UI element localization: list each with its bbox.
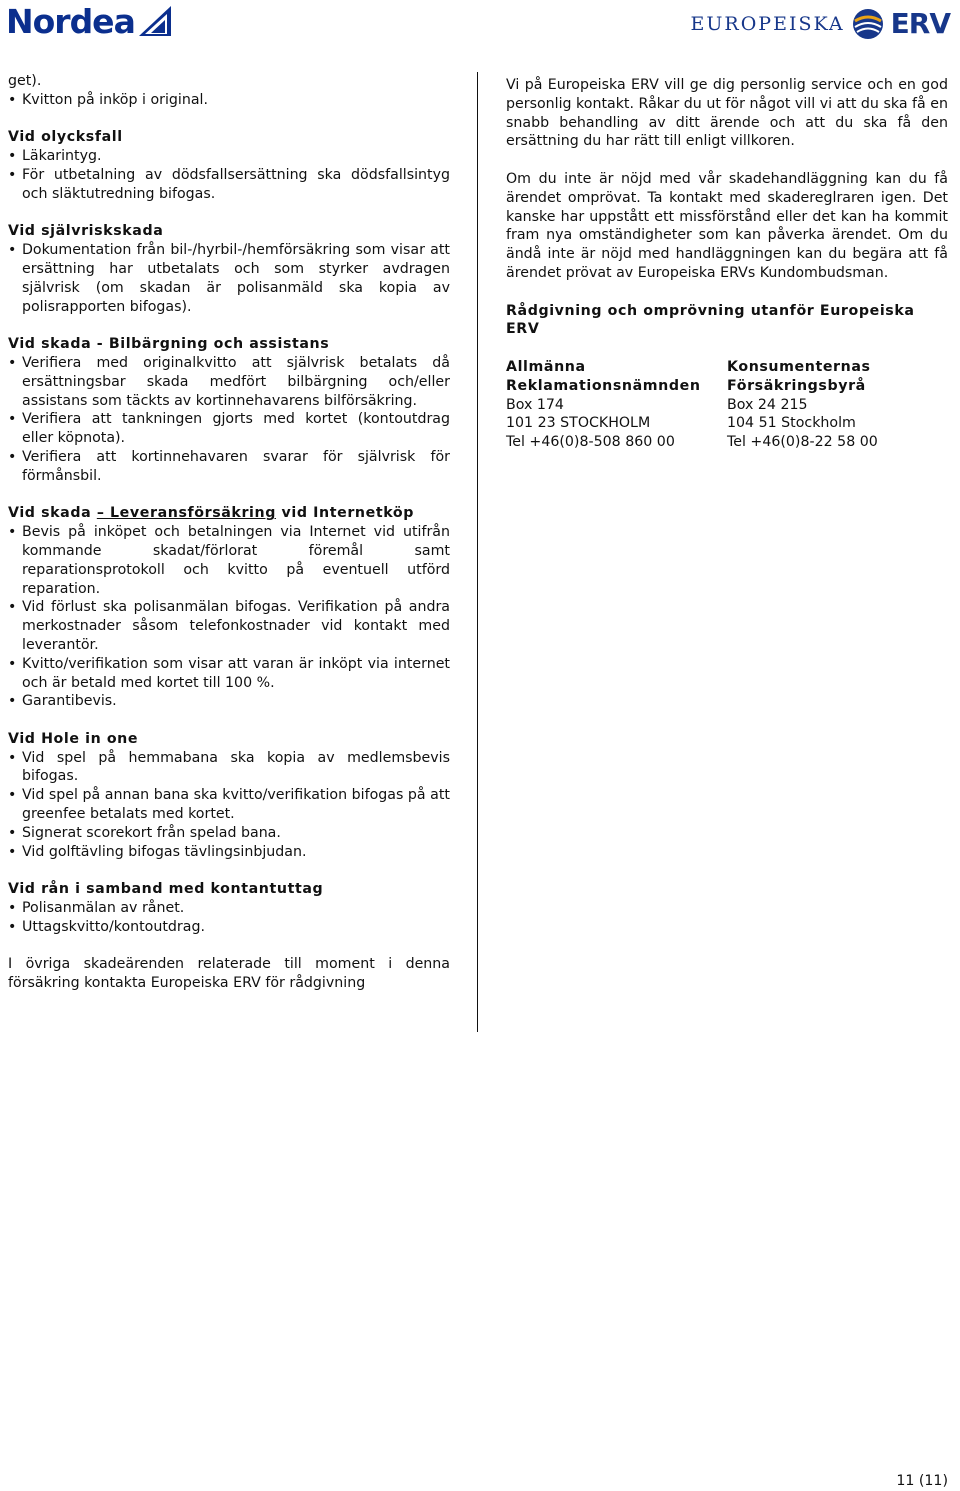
- list-item: • Vid spel på annan bana ska kvitto/verifikation bifogas på att greenfee betalats med kortet.: [8, 786, 450, 824]
- erv-globe-icon: [851, 7, 885, 41]
- section-heading: Vid skada - Bilbärgning och assistans: [8, 336, 330, 353]
- heading-prefix: Vid skada: [8, 505, 97, 522]
- section-heading: Vid olycksfall: [8, 129, 123, 146]
- list-item: • Polisanmälan av rånet.: [8, 899, 450, 918]
- section-bilbargning: [8, 335, 450, 485]
- contact-city: 104 51 Stockholm: [727, 415, 856, 432]
- nordea-logo-text: Nordea: [6, 2, 135, 41]
- nordea-sail-icon: [137, 4, 173, 38]
- list-item: • Uttagskvitto/kontoutdrag.: [8, 918, 450, 937]
- section-heading: Vid Hole in one: [8, 730, 139, 747]
- contact-box: Box 174: [506, 396, 564, 413]
- contact-phone: Tel +46(0)8-508 860 00: [506, 434, 675, 451]
- erv-logo-mark: ERV: [890, 6, 950, 40]
- section-heading: Vid rån i samband med kontantuttag: [8, 881, 324, 898]
- page-header: [0, 0, 960, 48]
- advice-heading: Rådgivning och omprövning utanför Europeiska ERV: [506, 302, 915, 338]
- closing-paragraph: I övriga skadeärenden relaterade till moment i denna försäkring kontakta Europeiska ERV för rådgivning: [8, 956, 450, 992]
- list-item: • Läkarintyg.: [8, 147, 450, 166]
- contact-phone: Tel +46(0)8-22 58 00: [727, 434, 878, 451]
- section-heading: [8, 504, 450, 523]
- contact-city: 101 23 STOCKHOLM: [506, 415, 651, 432]
- heading-suffix: vid Internetköp: [275, 505, 414, 522]
- page-number: 11 (11): [896, 1473, 948, 1489]
- contact-list: [506, 358, 948, 452]
- column-divider: [477, 72, 478, 1032]
- service-paragraph: Vi på Europeiska ERV vill ge dig personlig service och en god personlig kontakt. Råkar du ut för något vill vi att du ska få en snabb behandling av ditt ärende och att du ska få den ersättning du har rätt till enligt villkoren.: [506, 77, 948, 150]
- list-item: • Verifiera med originalkvitto att självrisk betalats då ersättningsbar skada medfört bilbärgning och/eller assistans som täckts av kortinnehavarens bilförsäkring.: [8, 354, 450, 410]
- contact-konsumenternas: [727, 358, 948, 452]
- list-item: • Vid förlust ska polisanmälan bifogas. Verifikation på andra merkostnader såsom telefonkostnader vid kontakt med leverantör.: [8, 598, 450, 654]
- left-column: [8, 72, 450, 993]
- section-hole-in-one: [8, 730, 450, 862]
- list-item: • Verifiera att tankningen gjorts med kortet (kontoutdrag eller köpnota).: [8, 410, 450, 448]
- continued-section: [8, 72, 450, 110]
- erv-logo-word: EUROPEISKA: [690, 12, 845, 35]
- review-paragraph: Om du inte är nöjd med vår skadehandläggning kan du få ärendet omprövat. Ta kontakt med skadereglraren igen. Det kanske har uppstått ett missförstånd eller det kan ha kommit fram nya omständigheter som kan påverka ärendet. Om du ändå inte är nöjd med handläggningen kan du begära att få ärendet prövat av Europeiska ERVs Kundombudsman.: [506, 170, 948, 281]
- contact-arn: [506, 358, 727, 452]
- list-item: • För utbetalning av dödsfallsersättning ska dödsfallsintyg och släktutredning bifogas.: [8, 166, 450, 204]
- section-ran: [8, 880, 450, 936]
- list-item: • Kvitto/verifikation som visar att varan är inköpt via internet och är betald med kortet till 100 %.: [8, 655, 450, 693]
- continued-line: get).: [8, 73, 42, 89]
- right-column: [506, 76, 948, 452]
- list-item: • Verifiera att kortinnehavaren svarar för självrisk för förmånsbil.: [8, 448, 450, 486]
- contact-name: Konsumenternas: [727, 358, 871, 375]
- nordea-logo: [6, 2, 173, 42]
- list-item: • Garantibevis.: [8, 692, 450, 711]
- erv-logo: [691, 6, 950, 42]
- section-heading: Vid självriskskada: [8, 223, 164, 240]
- section-leverans: [8, 504, 450, 711]
- contact-name: Allmänna: [506, 358, 586, 375]
- contact-name: Försäkringsbyrå: [727, 377, 866, 394]
- contact-name: Reklamationsnämnden: [506, 377, 701, 394]
- section-olycksfall: [8, 128, 450, 203]
- list-item: • Vid spel på hemmabana ska kopia av medlemsbevis bifogas.: [8, 749, 450, 787]
- list-item: • Kvitton på inköp i original.: [8, 91, 450, 110]
- list-item: • Signerat scorekort från spelad bana.: [8, 824, 450, 843]
- list-item: • Bevis på inköpet och betalningen via Internet vid utifrån kommande skadat/förlorat föremål samt reparationsprotokoll och kvitto på eventuell utförd reparation.: [8, 523, 450, 598]
- list-item: • Vid golftävling bifogas tävlingsinbjudan.: [8, 843, 450, 862]
- heading-underlined: – Leveransförsäkring: [96, 505, 276, 522]
- list-item: • Dokumentation från bil-/hyrbil-/hemförsäkring som visar att ersättning har utbetalats och som styrker avdragen självrisk (om skadan är polisanmäld ska kopia av polisrapporten bifogas).: [8, 241, 450, 316]
- section-sjalvrisk: [8, 222, 450, 316]
- contact-box: Box 24 215: [727, 396, 808, 413]
